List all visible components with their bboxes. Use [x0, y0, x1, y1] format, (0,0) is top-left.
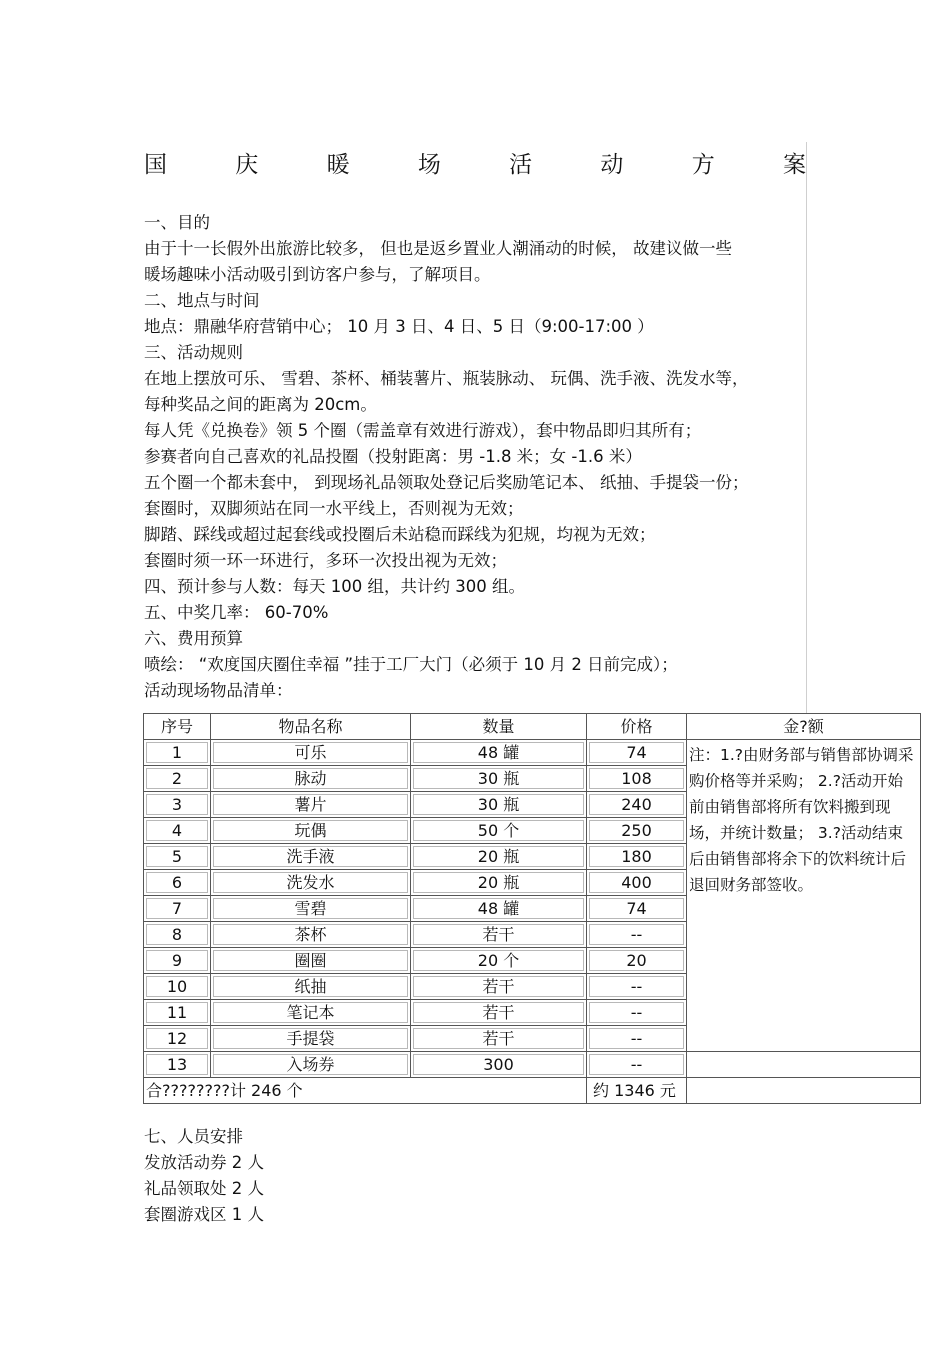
- table-cell: 入场券: [211, 1052, 411, 1078]
- header-cell: 序号: [144, 714, 211, 740]
- table-cell: 6: [144, 870, 211, 896]
- table-cell: 手提袋: [211, 1026, 411, 1052]
- table-cell: 48 罐: [411, 896, 587, 922]
- table-cell: 圈圈: [211, 948, 411, 974]
- paragraph-line: 每人凭《兑换卷》领 5 个圈（需盖章有效进行游戏），套中物品即归其所有；: [144, 421, 702, 440]
- section-heading-participants: 四、预计参与人数：每天 100 组，共计约 300 组。: [144, 577, 525, 596]
- item-list-table: [143, 713, 921, 1104]
- paragraph-line: 套圈时须一环一环进行，多环一次投出视为无效；: [144, 551, 507, 570]
- table-cell: 薯片: [211, 792, 411, 818]
- table-cell: 48 罐: [411, 740, 587, 766]
- table-cell: 74: [587, 896, 687, 922]
- table-cell: 若干: [411, 1000, 587, 1026]
- section-heading-staffing: 七、人员安排: [144, 1127, 243, 1146]
- table-total-row: [144, 1078, 921, 1104]
- table-cell: 400: [587, 870, 687, 896]
- section-heading-win-rate: 五、中奖几率： 60-70%: [144, 603, 329, 622]
- paragraph-line: 活动现场物品清单：: [144, 681, 293, 700]
- table-cell: 50 个: [411, 818, 587, 844]
- table-cell: 240: [587, 792, 687, 818]
- section-heading-rules: 三、活动规则: [144, 343, 243, 362]
- table-cell: 5: [144, 844, 211, 870]
- table-cell: 4: [144, 818, 211, 844]
- note-cell: 注：1.?由财务部与销售部协调采购价格等并采购； 2.?活动开始前由销售部将所有饮料搬到现场，并统计数量； 3.?活动结束后由销售部将余下的饮料统计后退回财务部签收。: [687, 740, 921, 1052]
- table-cell: 1: [144, 740, 211, 766]
- title-char: 活: [509, 152, 533, 178]
- section-heading-location-time: 二、地点与时间: [144, 291, 260, 310]
- table-cell: --: [587, 922, 687, 948]
- table-cell: 纸抽: [211, 974, 411, 1000]
- document-title: [144, 148, 806, 182]
- total-amount-cell: 约 1346 元: [587, 1078, 687, 1104]
- title-char: 案: [782, 152, 806, 178]
- table-cell: 10: [144, 974, 211, 1000]
- paragraph-line: 套圈时，双脚须站在同一水平线上，否则视为无效；: [144, 499, 524, 518]
- table-cell: --: [587, 1052, 687, 1078]
- table-cell: 300: [411, 1052, 587, 1078]
- table-cell: 7: [144, 896, 211, 922]
- table-row: [144, 740, 921, 766]
- table-cell: 20 瓶: [411, 844, 587, 870]
- paragraph-line: 喷绘： “欢度国庆圈住幸福 ”挂于工厂大门（必须于 10 月 2 日前完成）；: [144, 655, 678, 674]
- paragraph-line: 脚踏、踩线或超过起套线或投圈后未站稳而踩线为犯规，均视为无效；: [144, 525, 656, 544]
- table-cell: 3: [144, 792, 211, 818]
- table-cell: 若干: [411, 974, 587, 1000]
- table-cell: 108: [587, 766, 687, 792]
- body-text: [144, 210, 806, 704]
- empty-cell: [687, 1052, 921, 1078]
- table-cell: 9: [144, 948, 211, 974]
- table-cell: 20 个: [411, 948, 587, 974]
- page-margin-line: [806, 142, 807, 714]
- table-cell: 30 瓶: [411, 766, 587, 792]
- paragraph-line: 地点：鼎融华府营销中心； 10 月 3 日、4 日、5 日（9:00-17:00 ）: [144, 317, 654, 336]
- staffing-section: [144, 1124, 806, 1228]
- table-header-row: [144, 714, 921, 740]
- paragraph-line: 每种奖品之间的距离为 20cm。: [144, 395, 377, 414]
- paragraph-line: 暖场趣味小活动吸引到访客户参与，了解项目。: [144, 265, 491, 284]
- section-heading-purpose: 一、目的: [144, 213, 210, 232]
- table-cell: 74: [587, 740, 687, 766]
- table-cell: 茶杯: [211, 922, 411, 948]
- table-cell: 可乐: [211, 740, 411, 766]
- total-count-cell: 合????????计 246 个: [144, 1078, 587, 1104]
- table-cell: 13: [144, 1052, 211, 1078]
- table-cell: 12: [144, 1026, 211, 1052]
- paragraph-line: 五个圈一个都未套中， 到现场礼品领取处登记后奖励笔记本、 纸抽、手提袋一份；: [144, 473, 749, 492]
- table-cell: 2: [144, 766, 211, 792]
- title-char: 场: [417, 152, 441, 178]
- title-char: 国: [144, 152, 167, 178]
- table-cell: 8: [144, 922, 211, 948]
- table-cell: 250: [587, 818, 687, 844]
- table-cell: 11: [144, 1000, 211, 1026]
- table-cell: 洗手液: [211, 844, 411, 870]
- paragraph-line: 套圈游戏区 1 人: [144, 1205, 264, 1224]
- table-cell: 30 瓶: [411, 792, 587, 818]
- header-cell: 金?额: [687, 714, 921, 740]
- table-cell: 笔记本: [211, 1000, 411, 1026]
- paragraph-line: 发放活动券 2 人: [144, 1153, 264, 1172]
- table-cell: 若干: [411, 1026, 587, 1052]
- table-cell: 玩偶: [211, 818, 411, 844]
- paragraph-line: 在地上摆放可乐、 雪碧、茶杯、桶装薯片、瓶装脉动、 玩偶、洗手液、洗发水等，: [144, 369, 749, 388]
- table-cell: 雪碧: [211, 896, 411, 922]
- table-cell: 若干: [411, 922, 587, 948]
- table-cell: 洗发水: [211, 870, 411, 896]
- table-cell: 脉动: [211, 766, 411, 792]
- paragraph-line: 参赛者向自己喜欢的礼品投圈（投射距离：男 -1.8 米；女 -1.6 米）: [144, 447, 642, 466]
- empty-cell: [687, 1078, 921, 1104]
- title-char: 暖: [326, 152, 350, 178]
- title-char: 动: [600, 152, 624, 178]
- header-cell: 物品名称: [211, 714, 411, 740]
- header-cell: 价格: [587, 714, 687, 740]
- title-char: 庆: [235, 152, 259, 178]
- paragraph-line: 由于十一长假外出旅游比较多， 但也是返乡置业人潮涌动的时候， 故建议做一些: [144, 239, 732, 258]
- paragraph-line: 礼品领取处 2 人: [144, 1179, 264, 1198]
- table-cell: 20: [587, 948, 687, 974]
- table-cell: --: [587, 1000, 687, 1026]
- table-cell: --: [587, 974, 687, 1000]
- header-cell: 数量: [411, 714, 587, 740]
- table-cell: 20 瓶: [411, 870, 587, 896]
- section-heading-budget: 六、费用预算: [144, 629, 243, 648]
- title-char: 方: [691, 152, 715, 178]
- table-cell: 180: [587, 844, 687, 870]
- table-row: [144, 1052, 921, 1078]
- table-cell: --: [587, 1026, 687, 1052]
